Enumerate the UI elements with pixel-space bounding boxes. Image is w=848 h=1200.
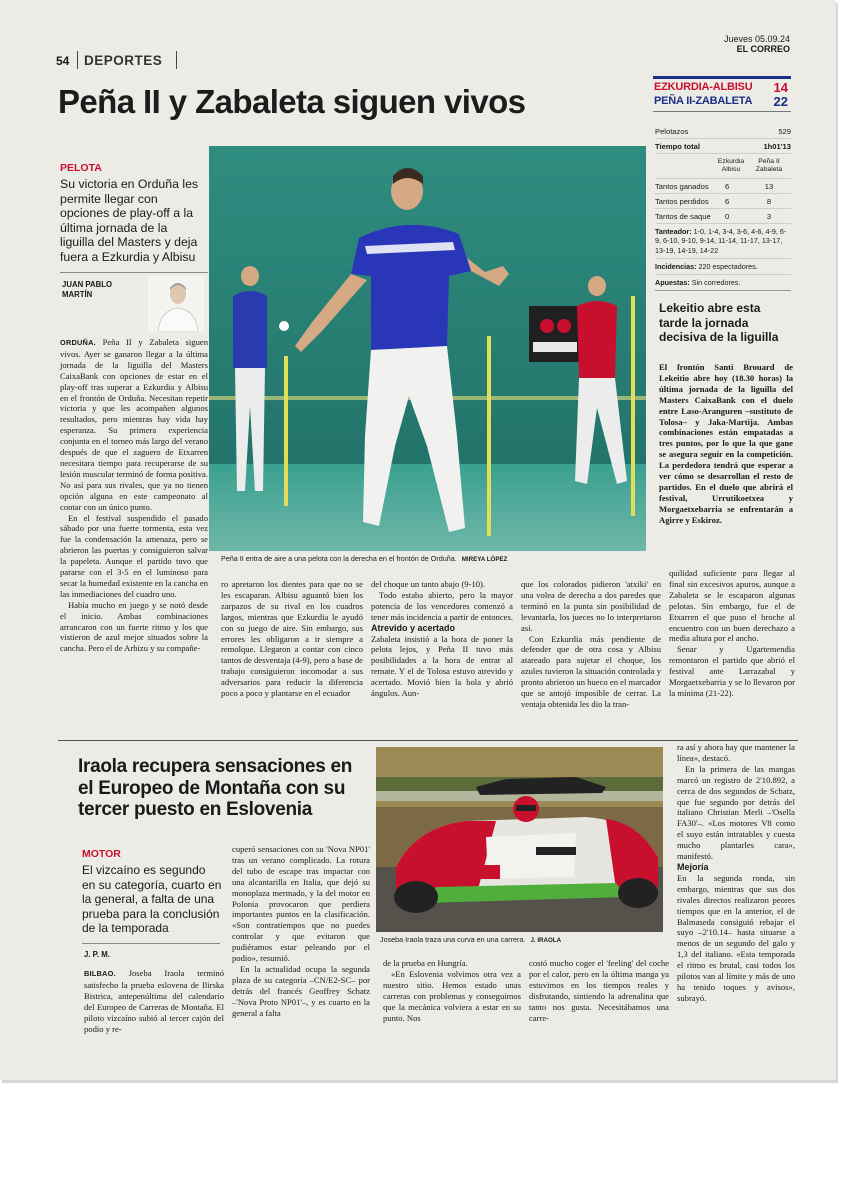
stat-value-b: 8 [766,196,772,206]
main-photo-caption-text: Peña II entra de aire a una pelota con la derecha en el frontón de Orduña. [221,554,457,563]
tiempo-label: Tiempo total [655,141,701,151]
main-photo [209,146,646,551]
article-separator [58,740,798,741]
main-col5-p2: Senar y Ugartemendia remontaron el partido que abrió el festival ante Larrazabal y Morgaetxebarria y se lo llevaron por la mínima (21-22). [669,644,795,698]
col-head-pena: Peña II Zabaleta [755,158,783,173]
main-col4-p1: que los colorados pidieron 'atxiki' en una volea de derecha a dos paredes que terminó en la punta sin posibilidad de levantarla, los jueces no lo interpretaron así. [521,579,661,633]
main-photo-credit: MIREYA LÓPEZ [461,556,508,563]
page-number: 54 [56,54,70,68]
pelotazos-value: 529 [778,126,791,136]
main-author: JUAN PABLO MARTÍN [62,280,113,299]
main-col5-p1: quilidad suficiente para llegar al final sin excesivos apuros, aunque a Zabaleta se le escaparon algunas pelotas. Sin embargo, fue el de Etxarren el que puso el broche al encuentro con un buen derechazo a media altura por el ancho. [669,568,795,644]
tanteador-value: 1-0, 1-4, 3-4, 3-6, 4-6, 4-9, 6-9, 6-10, 9-10, 9-14, 11-14, 11-17, 13-17, 13-19, 14-19, 14-22 [655,227,787,255]
second-author: J. P. M. [84,950,110,959]
stat-value-a: 6 [725,181,730,191]
second-col2-p2: En la actualidad ocupa la segunda plaza de su categoría –CN/E2-SC– por detrás del francés Geoffrey Schatz –'Nova Proto NP01'–, y es cuarto en la general a falta [232,963,370,1018]
main-col4-p2: Con Ezkurdia más pendiente de defender que de otra cosa y Albisu atareado para sujetar el choque, los azules tuvieron la situación controlada y pronto abrieron un hueco en el marcador que se antojó imposible de cerrar. La ventaja obtenida les dio la tran- [521,633,661,709]
stat-row [655,194,791,209]
second-col2-p1: cuperó sensaciones con su 'Nova NP01' tras un verano complicado. La rotura del tubo de escape tras impactar con una alcantarilla en Italia, que dejó su monoplaza mermado, y la del motor en Polonia provocaron que perdiera importantes puntos en la clasificación. «Son contratiempos que no puedes controlar y que evitaron que pudiéramos estar peleando por el podio», resumió. [232,844,370,964]
main-col-5 [669,568,795,699]
main-col-3 [371,579,513,699]
race-photo-caption-text: Joseba Iraola traza una curva en una carrera. [380,935,526,944]
main-col3-p2: Todo estaba abierto, pero la mayor potencia de los vencedores comenzó a tener más incidencia a partir de entonces. [371,589,513,622]
apuestas-label: Apuestas: [655,278,690,288]
sidebar-headline: Lekeitio abre esta tarde la jornada decisiva de la liguilla [659,301,779,344]
race-photo-caption [380,935,665,944]
scorebox-team1: EZKURDIA-ALBISU [654,81,753,93]
second-col3-p1: de la prueba en Hungría. [383,958,468,968]
second-col-4 [529,958,669,1023]
main-col-2 [221,579,363,699]
second-col-2 [232,844,370,1019]
author-avatar [148,276,204,332]
race-photo [376,747,663,932]
stat-label: Tantos ganados [655,181,709,191]
stat-value-b: 3 [766,211,772,221]
main-tag: PELOTA [60,162,102,174]
sidebar-body: El frontón Santi Brouard de Lekeitio abre hoy (18.30 horas) la última jornada de la liguilla del Masters CaixaBank con el duelo entre Laso-Aranguren –sustituto de Tolosa– y Jaka-Martija. Ambas combinaciones están empatadas a tres puntos, por lo que la que gane se asegura seguir en la competición. La perdedora tendrá que esperar a ver cómo se desarrollan el resto de partidos. En el duelo que abrirá el festival, Urrutikoetxea y Morgaetxebarria se enfrentarán a Agirre y Eskiroz. [659,362,793,525]
second-col5-p3: En la segunda ronda, sin embargo, mientras que sus dos rivales directos realizaron peores tiempos que en la anterior, el de Balmaseda consiguió rebajar el suyo –2'10.14– hasta situarse a menos de un segundo del galo y 1,3 del italiano. «Esta temporada el ritmo es brutal, casi todos los pilotos van al límite y más de uno ha tenido toques y avisos», subrayó. [677,872,795,1003]
main-photo-caption [221,554,651,563]
stat-value-b: 13 [764,181,774,191]
scorebox-score2: 22 [773,94,788,109]
second-col4-p1: costó mucho coger el 'feeling' del coche por el calor, pero en la última manga ya estuvimos en los tiempos reales y disfrutando, sintiendo la adrenalina que tanto nos gusta. Necesitábamos una carre- [529,958,669,1023]
scorebox-mid-rule [653,111,791,112]
tiempo-value: 1h01'13 [763,141,791,151]
second-dateline: BILBAO. [84,969,116,978]
second-col-1 [84,968,224,1034]
stat-value-a: 6 [725,196,730,206]
main-col1-p3: Había mucho en juego y se notó desde el inicio. Ambas combinaciones arrancaron con un fuerte ritmo y los que vistieron de azul mejor situados sobre la cancha. Pero el de Arbizu y su compañe- [60,599,208,654]
incidencias-label: Incidencias: [655,262,697,272]
main-deck: Su victoria en Orduña les permite llegar con opciones de play-off a la última jornada de la liguilla del Masters y deja fuera a Ezkurdia y Albisu [60,177,199,264]
main-headline: Peña II y Zabaleta siguen vivos [58,83,526,120]
second-col-3 [383,958,521,1023]
second-headline: Iraola recupera sensaciones en el Europeo de Montaña con su tercer puesto en Eslovenia [78,756,353,820]
main-dateline: ORDUÑA. [60,338,96,347]
main-col1-p1: Peña II y Zabaleta siguen vivos. Ayer se ganaron llegar a la última jornada de la liguilla del Masters CaixaBank con opciones de estar en el play-off tras superar a Ezkurdia y Albisu en el frontón de Orduña. Necesitan repetir victoria y que les acompañen algunos resultados, pero mientras hay vida hay esperanza. Su primera experiencia conjunta en el torneo más largo del verano después de que el zaguero de Etxarren necesitara tiempo para recuperarse de su lesión muscular terminó de forma positiva. No así para sus rivales, que ya no tienen opción alguna en este campeonato al contar con un único punto. [60,337,208,512]
second-col5-p1: ra así y ahora hay que mantener la línea», destacó. [677,742,795,763]
second-col3-p2: «En Eslovenia volvimos otra vez a nuestro sitio. Hemos estado unas carreras con problemas y conseguimos que la mecánica volviera a estar en su punto. Nos [383,968,521,1023]
stat-label: Tantos perdidos [655,196,709,206]
stat-row [655,179,791,194]
incidencias [655,259,791,275]
deck-rule [60,272,208,273]
race-photo-credit: J. IRAOLA [530,937,562,944]
scorebox-top-rule [653,76,791,79]
second-col5-subhead: Mejoría [677,861,709,872]
header-divider-left [77,51,78,69]
apuestas [655,275,791,291]
scorebox-table [655,124,791,291]
header-date: Jueves 05.09.24 [723,34,790,44]
stat-value-a: 0 [725,211,730,221]
main-col-1 [60,337,208,654]
second-col1-p1: Joseba Iraola terminó satisfecho la prueba eslovena de Ilirska Bistrica, antepenúltima del calendario del Europeo de Carreras de Montaña. El piloto vizcaíno subió al tercer cajón del podio y re- [84,968,224,1034]
stat-row [655,209,791,224]
apuestas-value: Sin corredores. [689,278,741,288]
second-deck: El vizcaíno es segundo en su categoría, cuarto en la general, a falta de una prueba para la conclusión de la temporada [82,863,222,935]
scorebox-score1: 14 [773,80,788,95]
scorebox-team2: PEÑA II-ZABALETA [654,95,753,107]
main-col1-p2: En el festival suspendido el pasado sábado por una fuerte tormenta, esta vez fue la condensación la amenaza, pero se abrieron las puertas y consiguieron salvar la papeleta. Aunque el partido tuvo que pararse con el 3-5 en el luminoso para secar la humedad existente en la cancha en las inmediaciones del cuadro uno. [60,512,208,599]
main-col3-subhead: Atrevido y acertado [371,622,456,633]
second-deck-rule [82,943,220,944]
second-col-5 [677,742,795,1004]
main-col3-p1: del choque un tanto abajo (9-10). [371,579,486,589]
header-divider-right [176,51,177,69]
incidencias-value: 220 espectadores. [696,262,758,272]
second-col5-p2: En la primera de las mangas marcó un registro de 2'10.892, a cerca de dos segundos de Schatz, que fue segundo por detrás del italiano Christian Merli –'Osella FA30'–. «Los motores V8 como el suyo están intratables y cuesta mucho plantarles cara», manifestó. [677,763,795,862]
tanteador-label: Tanteador: [655,227,692,236]
main-col3-p3: Zabaleta insistió a la hora de poner la pelota lejos, y Peña II tuvo más posibilidades a la hora de entrar al remate. Y el de Tolosa estuvo atrevido y acertado. Movió bien la bola y abrió ángulos. Aun- [371,633,513,699]
stat-label: Tantos de saque [655,211,711,221]
col-head-ezkurdia: Ezkurdia Albisu [717,158,745,173]
second-tag: MOTOR [82,848,121,860]
section-name: DEPORTES [84,53,163,68]
main-col-4 [521,579,661,710]
paper-name: EL CORREO [736,44,790,54]
tanteador [655,224,791,259]
pelotazos-label: Pelotazos [655,126,689,136]
main-col2-p1: ro apretaron los dientes para que no se les escaparan. Albisu aguantó bien los zarpazos de su rival en los cuadros largos, mientras que Ezkurdia le ayudó con su juego de aire. Sin embargo, sus errores les obligaron a ir siempre a remolque. Llegaron a contar con cinco tantos de desventaja (4-9), pero a base de trabajo consiguieron incomodar a sus adversarios para reducir la diferencia poco a poco y plantarse en el ecuador [221,579,363,699]
